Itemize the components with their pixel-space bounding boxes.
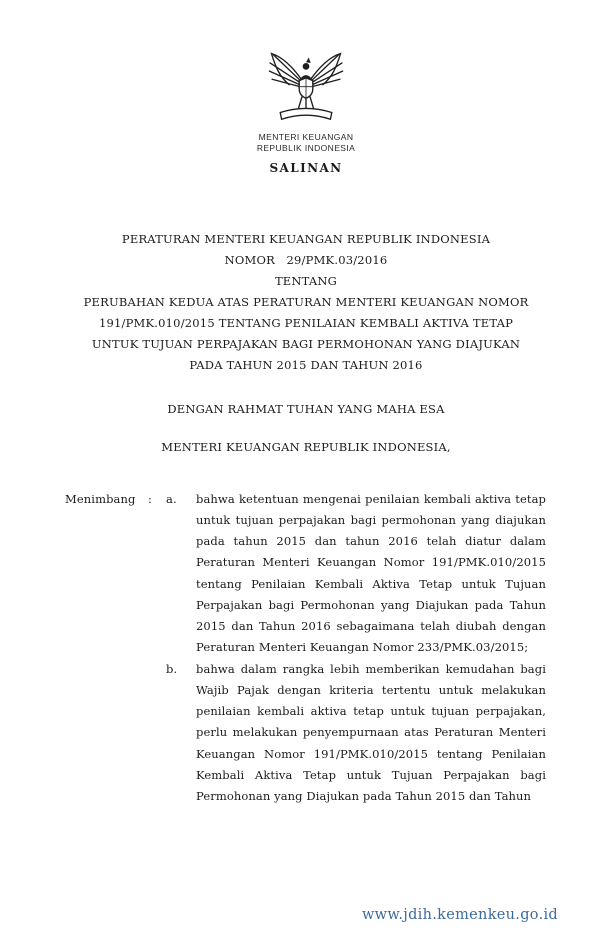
regulation-title: PERATURAN MENTERI KEUANGAN REPUBLIK INDONESIA (121, 232, 491, 247)
garuda-pancasila-emblem-icon (265, 44, 347, 128)
consideration-item-b (166, 659, 546, 808)
ministry-name-line1: MENTERI KEUANGAN (258, 132, 354, 142)
ministry-name-line2: REPUBLIK INDONESIA (256, 143, 356, 154)
tentang-label: TENTANG (274, 273, 338, 288)
salinan-label: SALINAN (269, 161, 343, 176)
consideration-text-b: bahwa dalam rangka lebih memberikan kemudahan bagi Wajib Pajak dengan kriteria tertentu untuk melakukan penilaian kembali aktiva tetap untuk tujuan perpajakan, perlu melakukan penyempurnaan atas Peraturan Menteri Keuangan Nomor 191/PMK.010/2015 tentang Penilaian Kembali Aktiva Tetap untuk Tujuan Perpajakan bagi Permohonan yang Diajukan pada Tahun 2015 dan Tahun (196, 661, 546, 804)
menimbang-colon: : (148, 491, 152, 506)
consideration-marker-a: a. (166, 491, 177, 506)
considerations-section (65, 489, 546, 808)
regulation-title-block (0, 229, 612, 375)
regulation-number: NOMOR 29/PMK.03/2016 (224, 253, 388, 268)
consideration-items (166, 489, 546, 808)
menimbang-label: Menimbang (65, 491, 136, 506)
ministry-name (0, 132, 612, 154)
consideration-item-a (166, 489, 546, 659)
consideration-marker-b: b. (166, 661, 178, 676)
regulation-subject: PERUBAHAN KEDUA ATAS PERATURAN MENTERI KEUANGAN NOMOR 191/PMK.010/2015 TENTANG PENILAIAN KEMBALI AKTIVA TETAP UNTUK TUJUAN PERPAJAKAN BAGI PERMOHONAN YANG DIAJUKAN PADA TAHUN 2015 DAN TAHUN 2016 (83, 294, 529, 372)
authority-text: MENTERI KEUANGAN REPUBLIK INDONESIA, (161, 439, 451, 454)
consideration-text-a: bahwa ketentuan mengenai penilaian kembali aktiva tetap untuk tujuan perpajakan bagi permohonan yang diajukan pada tahun 2015 dan tahun 2016 telah diatur dalam Peraturan Menteri Keuangan Nomor 191/PMK.010/2015 tentang Penilaian Kembali Aktiva Tetap untuk Tujuan Perpajakan bagi Permohonan yang Diajukan pada Tahun 2015 dan Tahun 2016 sebagaimana telah diubah dengan Peraturan Menteri Keuangan Nomor 233/PMK.03/2015; (196, 491, 546, 655)
invocation-text: DENGAN RAHMAT TUHAN YANG MAHA ESA (167, 401, 445, 416)
letterhead (0, 0, 612, 175)
jdih-link[interactable]: www.jdih.kemenkeu.go.id (361, 907, 558, 923)
